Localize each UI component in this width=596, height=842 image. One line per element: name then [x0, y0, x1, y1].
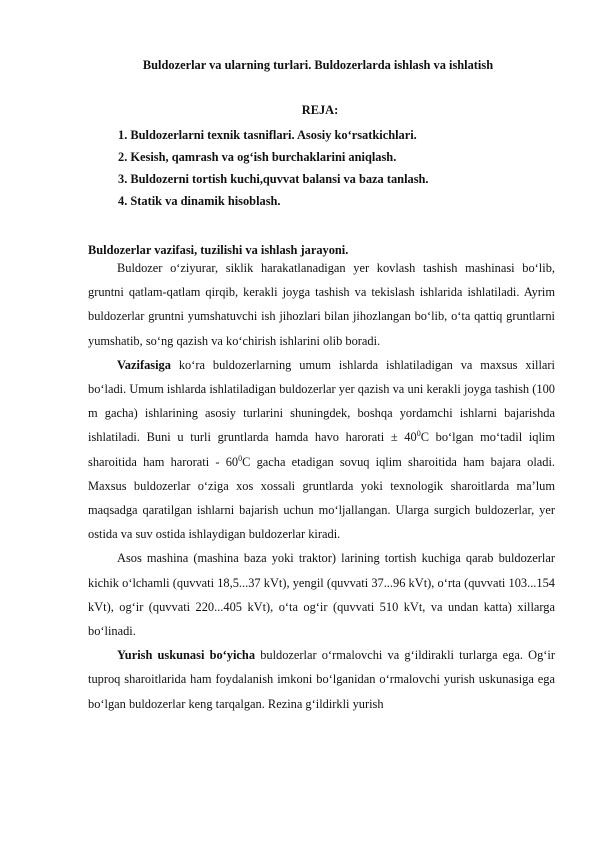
body-text: [88, 256, 555, 716]
plan-item: 3. Buldozerni tortish kuchi,quvvat balansi va baza tanlash.: [118, 172, 429, 186]
plan-item: 4. Statik va dinamik hisoblash.: [118, 194, 281, 208]
paragraph-2-text-b: C bo‘lgan mo‘tadil iqlim sharoitida ham harorati - 60: [88, 430, 555, 469]
plan-list: [118, 124, 429, 212]
paragraph-1: Buldozer o‘ziyurar, siklik harakatlanadigan yer kovlash tashish mashinasi bo‘lib, gruntni qatlam-qatlam qirqib, kerakli joyga tashish va tekislash ishlarida ishlatiladi. Ayrim buldozerlar gruntni yumshatuvchi ish jihozlari bilan jihozlangan bo‘lib, o‘ta qattiq gruntlarni yumshatib, so‘ng qazish va ko‘chirish ishlarini olib boradi.: [88, 261, 555, 348]
paragraph-2-text-c: C gacha etadigan sovuq iqlim sharoitida ham bajara oladi. Maxsus buldozerlar o‘ziga xos xossali gruntlarda yoki texnologik sharoitlarda ma’lum maqsadga qaratilgan ishlarni bajarish uchun mo‘ljallangan. Ularga surgich buldozerlar, yer ostida va suv ostida ishlaydigan buldozerlar kiradi.: [88, 454, 555, 542]
paragraph-2: [88, 353, 555, 547]
degree-superscript: 0: [416, 429, 421, 439]
paragraph-4-lead: Yurish uskunasi bo‘yicha: [117, 648, 256, 663]
paragraph-4-text: buldozerlar o‘rmalovchi va g‘ildirakli turlarga ega. Og‘ir tuproq sharoitlarida ham foydalanish imkoni bo‘lganidan o‘rmalovchi yurish uskunasiga ega bo‘lgan buldozerlar keng tarqalgan. Rezina g‘ildirkli yurish: [88, 648, 555, 711]
document-title: Buldozerlar va ularning turlari. Buldozerlarda ishlash va ishlatish: [142, 58, 494, 72]
paragraph-2-lead: Vazifasiga: [117, 357, 171, 372]
paragraph-3: Asos mashina (mashina baza yoki traktor) larining tortish kuchiga qarab buldozerlar kichik o‘lchamli (quvvati 18,5...37 kVt), yengil (quvvati 37...96 kVt), o‘rta (quvvati 103...154 kVt), og‘ir (quvvati 220...405 kVt), o‘ta og‘ir (quvvati 510 kVt, va undan katta) xillarga bo‘linadi.: [88, 551, 555, 639]
paragraph-2-text-a: ko‘ra buldozerlarning umum ishlarda ishlatiladigan va maxsus xillari bo‘ladi. Umum ishlarda ishlatiladigan buldozerlar yer qazish va uni kerakli joyga tashish (100 m gacha) ishlarining asosiy turlarini shuningdek, boshqa yordamchi ishlarni bajarishda ishlatiladi. Buni u turli gruntlarda hamda havo harorati ± 40: [88, 357, 555, 445]
degree-superscript: 0: [238, 453, 243, 463]
paragraph-4: [88, 643, 555, 716]
plan-item: 1. Buldozerlarni texnik tasniflari. Asosiy ko‘rsatkichlari.: [118, 128, 417, 142]
plan-heading: REJA:: [301, 103, 339, 117]
section-heading: Buldozerlar vazifasi, tuzilishi va ishlash jarayoni.: [88, 243, 349, 257]
plan-item: 2. Kesish, qamrash va og‘ish burchaklarini aniqlash.: [118, 150, 397, 164]
